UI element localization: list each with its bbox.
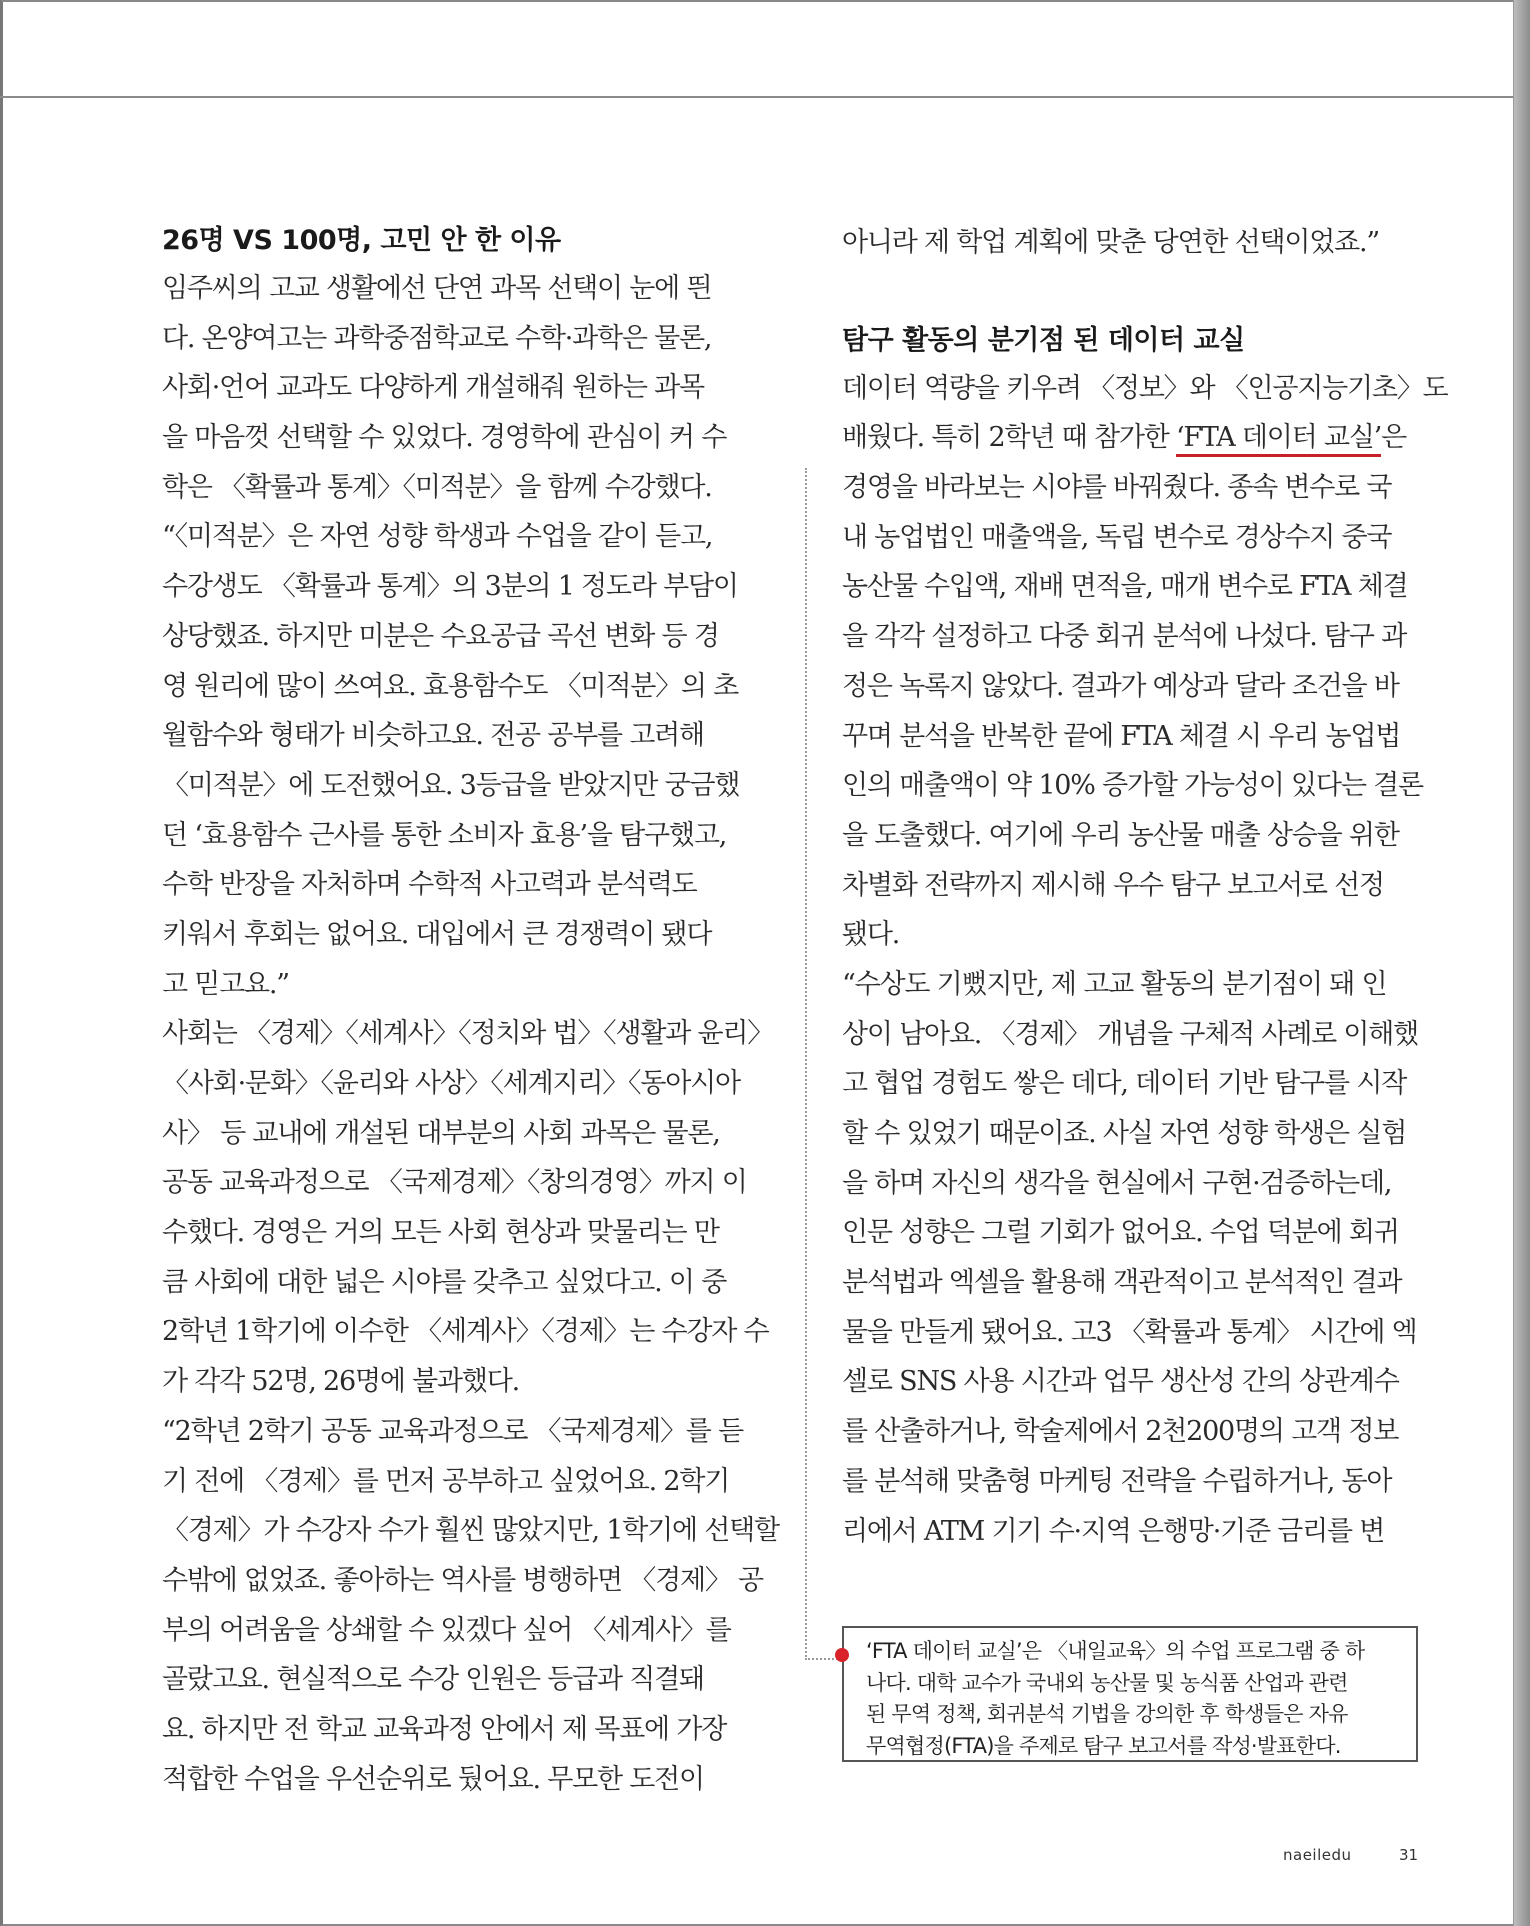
- text-line: 기 전에 〈경제〉를 먼저 공부하고 싶었어요. 2학기: [162, 1465, 730, 1497]
- quote-paragraph: [842, 960, 1418, 1556]
- annotation-connector-vertical: [805, 468, 807, 1660]
- left-column: [162, 218, 779, 1804]
- text-line: 사〉 등 교내에 개설된 대부분의 사회 과목은 물론,: [162, 1117, 720, 1149]
- section-heading-right: 탐구 활동의 분기점 된 데이터 교실: [842, 324, 1245, 356]
- text-line: 적합한 수업을 우선순위로 뒀어요. 무모한 도전이: [162, 1763, 704, 1795]
- quote-paragraph: [162, 1407, 779, 1805]
- text-line: 부의 어려움을 상쇄할 수 있겠다 싶어 〈세계사〉를: [162, 1614, 731, 1646]
- highlighted-term: ‘FTA 데이터 교실’: [1176, 422, 1381, 457]
- text-line: 키워서 후회는 없어요. 대입에서 큰 경쟁력이 됐다: [162, 918, 712, 950]
- text-line: 골랐고요. 현실적으로 수강 인원은 등급과 직결돼: [162, 1664, 704, 1696]
- text-line: 2학년 1학기에 이수한 〈세계사〉〈경제〉는 수강자 수: [162, 1316, 769, 1348]
- text-fragment: 은: [1381, 422, 1406, 454]
- text-line: 가 각각 52명, 26명에 불과했다.: [162, 1366, 520, 1398]
- text-line: 을 도출했다. 여기에 우리 농산물 매출 상승을 위한: [842, 819, 1399, 851]
- text-line: [842, 413, 1418, 463]
- text-line: 리에서 ATM 기기 수·지역 은행망·기준 금리를 변: [842, 1515, 1385, 1547]
- text-line: “수상도 기뻤지만, 제 고교 활동의 분기점이 돼 인: [842, 968, 1387, 1000]
- text-line: 할 수 있었기 때문이죠. 사실 자연 성향 학생은 실험: [842, 1118, 1407, 1149]
- text-line: 학은 〈확률과 통계〉〈미적분〉을 함께 수강했다.: [162, 471, 712, 503]
- text-line: 분석법과 엑셀을 활용해 객관적이고 분석적인 결과: [842, 1267, 1402, 1299]
- note-line: 된 무역 정책, 회귀분석 기법을 강의한 후 학생들은 자유: [866, 1702, 1348, 1726]
- text-line: 〈미적분〉에 도전했어요. 3등급을 받았지만 궁금했: [162, 769, 740, 801]
- top-rule: [0, 96, 1514, 98]
- text-line: 데이터 역량을 키우려 〈정보〉와 〈인공지능기초〉도: [842, 372, 1448, 404]
- text-line: 셀로 SNS 사용 시간과 업무 생산성 간의 상관계수: [842, 1366, 1399, 1398]
- paragraph: [162, 1009, 774, 1407]
- note-line: 무역협정(FTA)을 주제로 탐구 보고서를 작성·발표한다.: [866, 1733, 1341, 1758]
- paragraph: [162, 264, 738, 512]
- text-line: 사회·언어 교과도 다양하게 개설해줘 원하는 과목: [162, 372, 704, 404]
- text-line: 를 분석해 맞춤형 마케팅 전략을 수립하거나, 동아: [842, 1465, 1392, 1497]
- text-line: 아니라 제 학업 계획에 맞춘 당연한 선택이었죠.”: [842, 227, 1380, 258]
- text-line: 다. 온양여고는 과학중점학교로 수학·과학은 물론,: [162, 322, 712, 354]
- text-line: 임주씨의 고교 생활에선 단연 과목 선택이 눈에 띈: [162, 273, 712, 304]
- text-line: 을 마음껏 선택할 수 있었다. 경영학에 관심이 커 수: [162, 422, 727, 454]
- right-column: [842, 218, 1448, 1556]
- text-line: “〈미적분〉은 자연 성향 학생과 수업을 같이 듣고,: [162, 521, 713, 553]
- text-line: 을 하며 자신의 생각을 현실에서 구현·검증하는데,: [842, 1167, 1392, 1199]
- section-heading-left: 26명 VS 100명, 고민 안 한 이유: [162, 225, 561, 256]
- text-line: 요. 하지만 전 학교 교육과정 안에서 제 목표에 가장: [162, 1713, 727, 1745]
- text-line: 인의 매출액이 약 10% 증가할 가능성이 있다는 결론: [842, 770, 1423, 802]
- quote-paragraph: [162, 512, 738, 1009]
- text-line: 고 믿고요.”: [162, 968, 289, 1000]
- page-spine: [1514, 0, 1530, 1926]
- text-line: 공동 교육과정으로 〈국제경제〉〈창의경영〉까지 이: [162, 1167, 747, 1199]
- text-line: 수밖에 없었죠. 좋아하는 역사를 병행하면 〈경제〉 공: [162, 1564, 763, 1596]
- annotation-note-box: [842, 1626, 1418, 1762]
- text-line: 월함수와 형태가 비슷하고요. 전공 공부를 고려해: [162, 720, 704, 752]
- text-line: 수했다. 경영은 거의 모든 사회 현상과 맞물리는 만: [162, 1217, 719, 1249]
- annotation-bullet-dot-icon: [835, 1648, 849, 1662]
- text-line: 꾸며 분석을 반복한 끝에 FTA 체결 시 우리 농업법: [842, 720, 1401, 752]
- note-line: 나다. 대학 교수가 국내외 농산물 및 농식품 산업과 관련: [866, 1670, 1348, 1695]
- text-line: 농산물 수입액, 재배 면적을, 매개 변수로 FTA 체결: [842, 571, 1408, 603]
- text-line: 수학 반장을 자처하며 수학적 사고력과 분석력도: [162, 869, 697, 901]
- text-line: 을 각각 설정하고 다중 회귀 분석에 나섰다. 탐구 과: [842, 621, 1407, 653]
- text-line: 차별화 전략까지 제시해 우수 탐구 보고서로 선정: [842, 869, 1384, 901]
- text-line: 영 원리에 많이 쓰여요. 효용함수도 〈미적분〉의 초: [162, 670, 739, 702]
- text-line: 〈사회·문화〉〈윤리와 사상〉〈세계지리〉〈동아시아: [162, 1068, 740, 1099]
- text-line: 를 산출하거나, 학술제에서 2천200명의 고객 정보: [842, 1416, 1399, 1448]
- text-line: 물을 만들게 됐어요. 고3 〈확률과 통계〉 시간에 엑: [842, 1316, 1417, 1348]
- paragraph: [842, 364, 1448, 960]
- text-line: 상당했죠. 하지만 미분은 수요공급 곡선 변화 등 경: [162, 620, 719, 652]
- spacer: [842, 268, 1418, 318]
- text-line: 사회는 〈경제〉〈세계사〉〈정치와 법〉〈생활과 윤리〉: [162, 1018, 774, 1050]
- text-line: 큼 사회에 대한 넓은 시야를 갖추고 싶었다고. 이 중: [162, 1266, 727, 1298]
- text-line: 고 협업 경험도 쌓은 데다, 데이터 기반 탐구를 시작: [842, 1068, 1407, 1100]
- text-line: 정은 녹록지 않았다. 결과가 예상과 달라 조건을 바: [842, 670, 1399, 702]
- text-line: 상이 남아요. 〈경제〉 개념을 구체적 사례로 이해했: [842, 1018, 1419, 1050]
- text-line: 던 ‘효용함수 근사를 통한 소비자 효용’을 탐구했고,: [162, 819, 727, 851]
- text-line: 〈경제〉가 수강자 수가 훨씬 많았지만, 1학기에 선택할: [162, 1515, 779, 1547]
- footer-brand: naeiledu: [1283, 1846, 1352, 1864]
- text-fragment: 배웠다. 특히 2학년 때 참가한: [842, 422, 1176, 454]
- page-number: 31: [1399, 1846, 1419, 1864]
- text-line: 됐다.: [842, 919, 900, 951]
- text-line: 수강생도 〈확률과 통계〉의 3분의 1 정도라 부담이: [162, 571, 738, 603]
- text-line: 인문 성향은 그럴 기회가 없어요. 수업 덕분에 회귀: [842, 1217, 1399, 1249]
- text-line: “2학년 2학기 공동 교육과정으로 〈국제경제〉를 듣: [162, 1415, 743, 1447]
- note-line: ‘FTA 데이터 교실’은 〈내일교육〉의 수업 프로그램 중 하: [866, 1639, 1365, 1663]
- text-line: 경영을 바라보는 시야를 바꿔줬다. 종속 변수로 국: [842, 472, 1392, 504]
- text-line: 내 농업법인 매출액을, 독립 변수로 경상수지 중국: [842, 521, 1392, 553]
